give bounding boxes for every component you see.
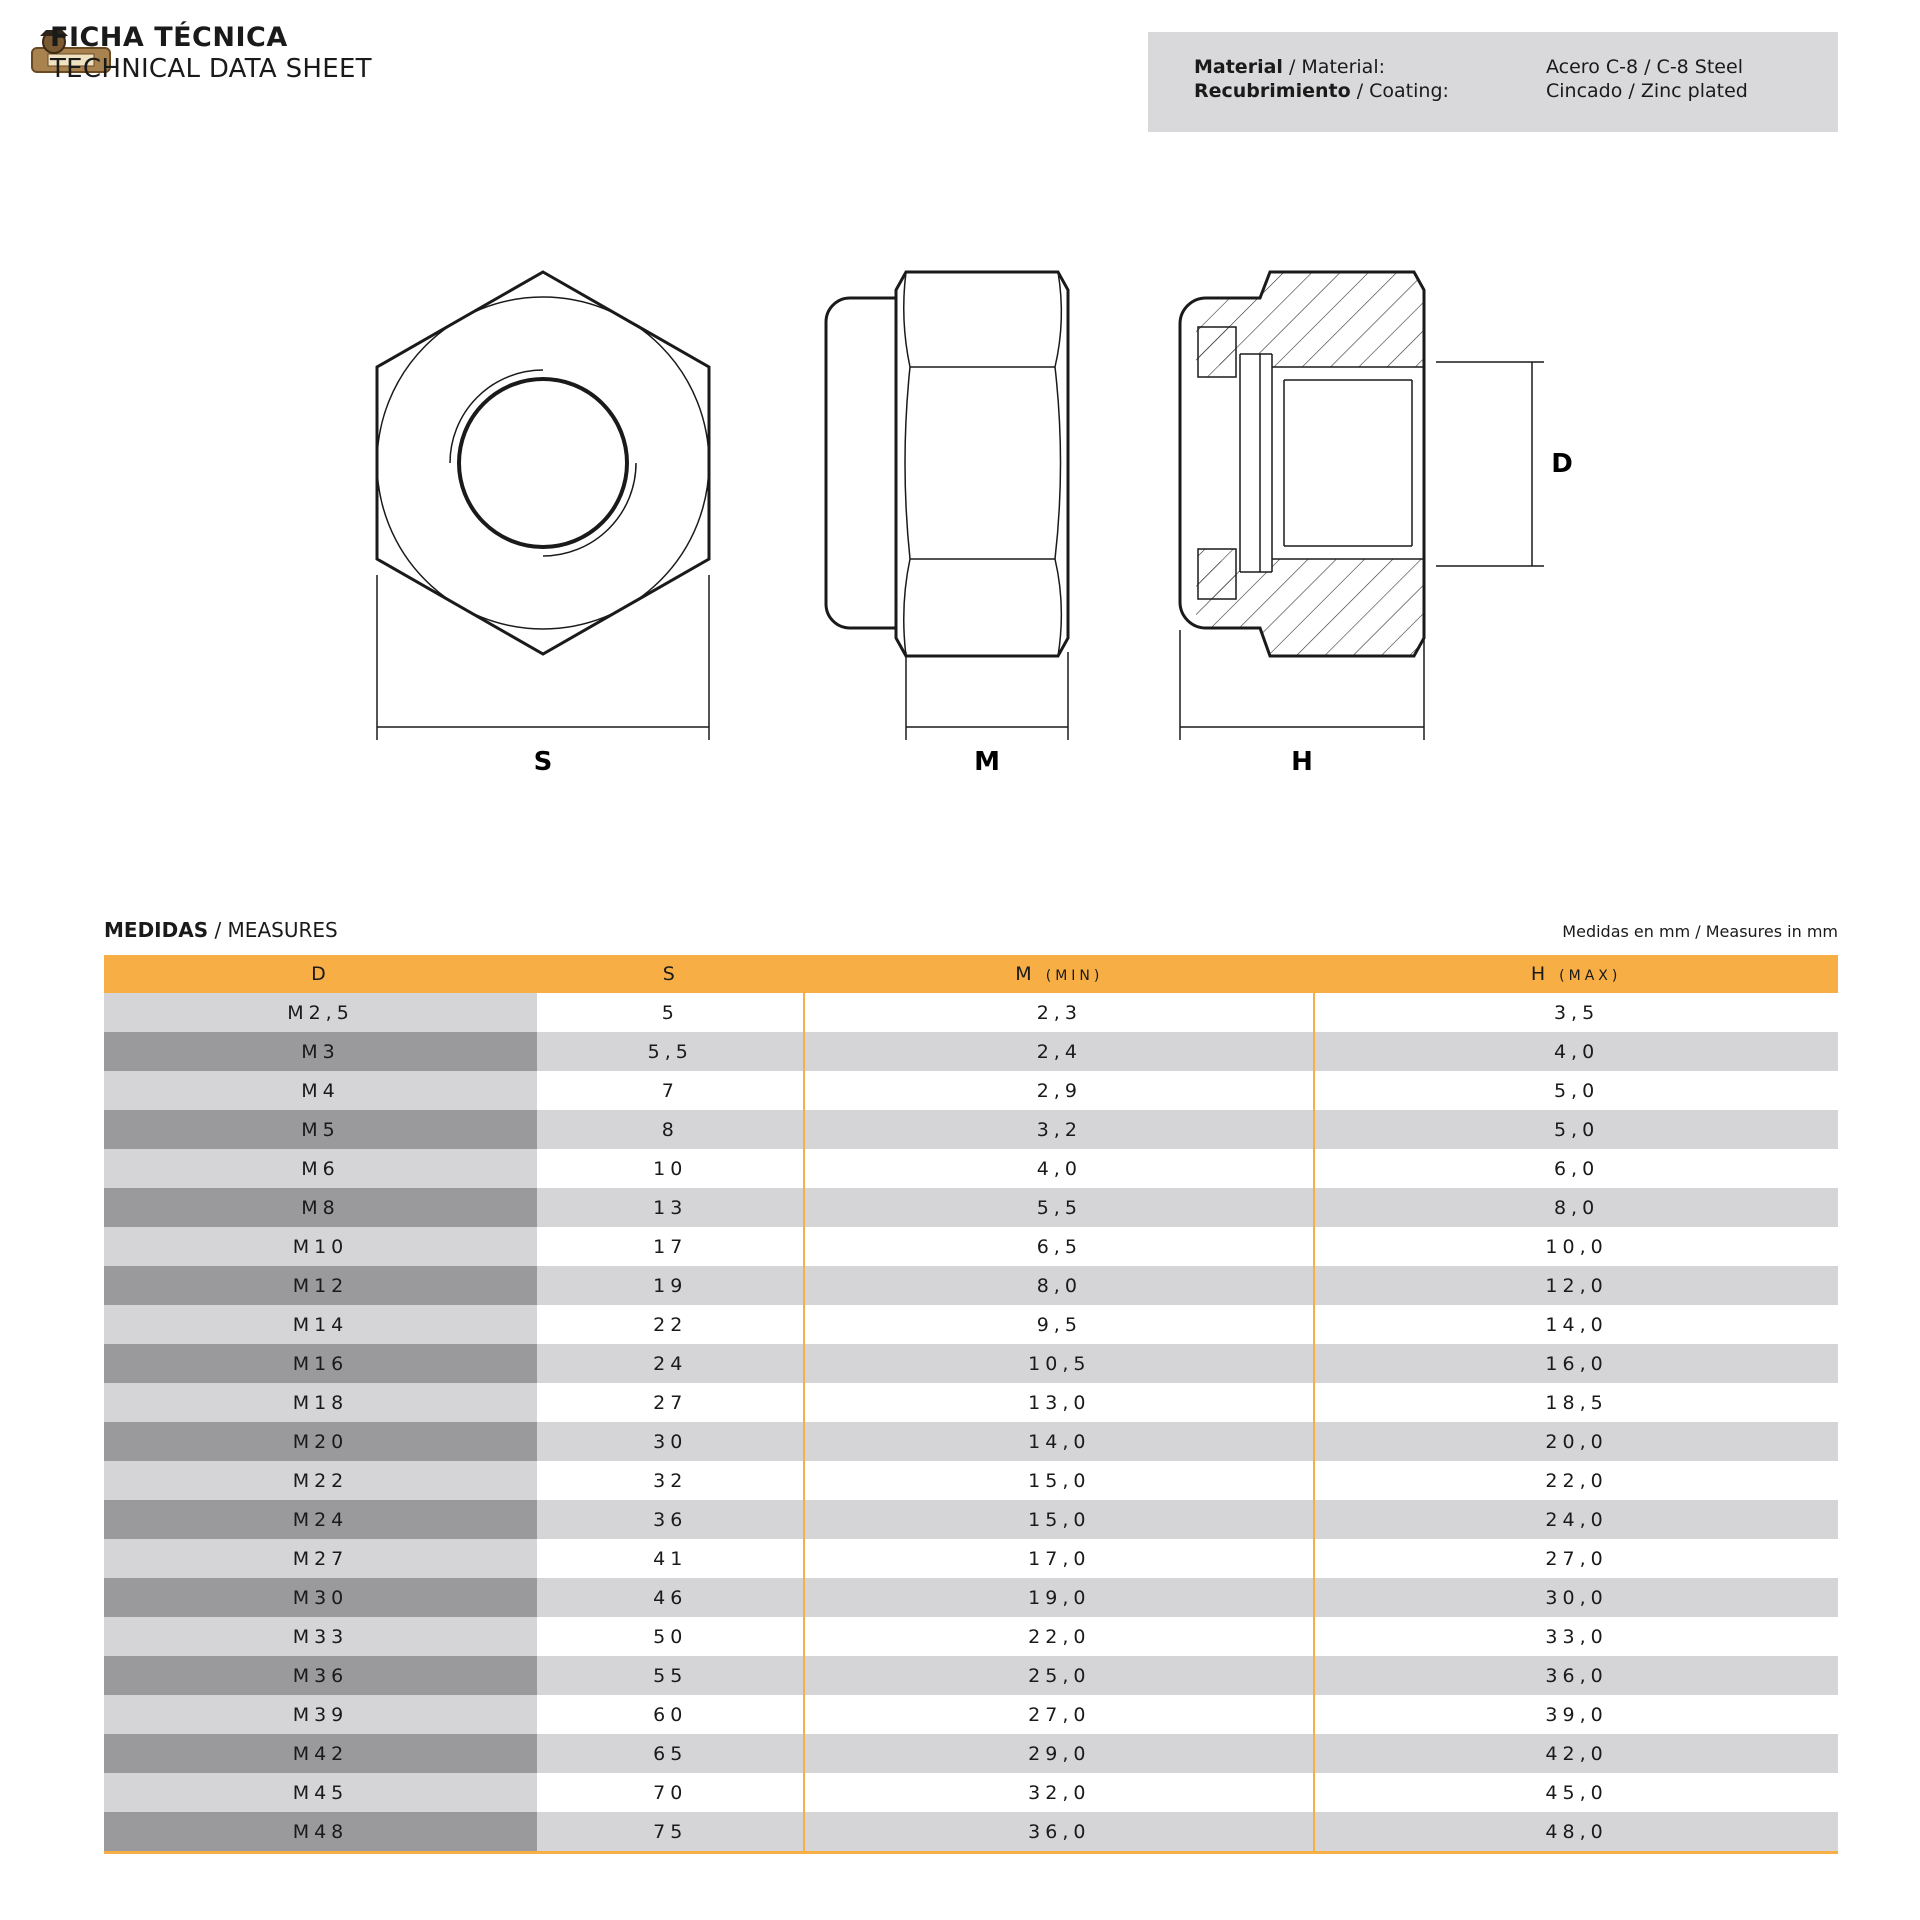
table-cell: 17,0 xyxy=(804,1539,1314,1578)
table-cell: 15,0 xyxy=(804,1461,1314,1500)
table-cell: 5 xyxy=(537,993,804,1032)
table-cell: M42 xyxy=(104,1734,537,1773)
material-label: Material / Material: xyxy=(1194,56,1385,78)
table-cell: 16,0 xyxy=(1314,1344,1838,1383)
table-cell: 22,0 xyxy=(1314,1461,1838,1500)
table-cell: 17 xyxy=(537,1227,804,1266)
table-row xyxy=(104,1812,1838,1853)
table-cell: 46 xyxy=(537,1578,804,1617)
table-cell: 75 xyxy=(537,1812,804,1853)
table-cell: M48 xyxy=(104,1812,537,1853)
table-cell: 65 xyxy=(537,1734,804,1773)
table-row xyxy=(104,1656,1838,1695)
column-header-2 xyxy=(804,955,1314,993)
table-cell: 22,0 xyxy=(804,1617,1314,1656)
table-row xyxy=(104,1110,1838,1149)
table-cell: 6,5 xyxy=(804,1227,1314,1266)
title-spanish: FICHA TÉCNICA xyxy=(50,22,288,53)
table-row xyxy=(104,1344,1838,1383)
table-cell: 2,9 xyxy=(804,1071,1314,1110)
table-cell: 2,4 xyxy=(804,1032,1314,1071)
table-cell: 27 xyxy=(537,1383,804,1422)
measures-title-en: MEASURES xyxy=(227,918,338,942)
front-view-hex-nut xyxy=(377,272,709,740)
table-cell: M24 xyxy=(104,1500,537,1539)
table-cell: M16 xyxy=(104,1344,537,1383)
table-body xyxy=(104,993,1838,1853)
table-cell: 8,0 xyxy=(804,1266,1314,1305)
table-cell: 2,3 xyxy=(804,993,1314,1032)
coating-label-es: Recubrimiento xyxy=(1194,80,1351,102)
dimension-label-d: D xyxy=(1551,449,1573,479)
dimension-label-s: S xyxy=(533,747,553,777)
coating-label-en: Coating: xyxy=(1369,80,1449,102)
table-cell: 10,0 xyxy=(1314,1227,1838,1266)
table-row xyxy=(104,1734,1838,1773)
title-english: TECHNICAL DATA SHEET xyxy=(50,54,372,84)
table-cell: 30,0 xyxy=(1314,1578,1838,1617)
table-cell: 27,0 xyxy=(804,1695,1314,1734)
table-cell: M3 xyxy=(104,1032,537,1071)
table-cell: 30 xyxy=(537,1422,804,1461)
table-cell: 5,5 xyxy=(804,1188,1314,1227)
table-cell: M20 xyxy=(104,1422,537,1461)
table-cell: 33,0 xyxy=(1314,1617,1838,1656)
table-cell: M22 xyxy=(104,1461,537,1500)
table-cell: 4,0 xyxy=(1314,1032,1838,1071)
table-cell: 12,0 xyxy=(1314,1266,1838,1305)
table-row xyxy=(104,1422,1838,1461)
table-row xyxy=(104,1149,1838,1188)
material-label-es: Material xyxy=(1194,56,1283,78)
column-header-sub: (MAX) xyxy=(1559,968,1622,984)
table-cell: 5,0 xyxy=(1314,1110,1838,1149)
table-cell: M45 xyxy=(104,1773,537,1812)
table-header-row xyxy=(104,955,1838,993)
table-cell: 13,0 xyxy=(804,1383,1314,1422)
material-label-en: Material: xyxy=(1301,56,1385,78)
table-cell: 32 xyxy=(537,1461,804,1500)
table-cell: 10 xyxy=(537,1149,804,1188)
table-cell: 5,0 xyxy=(1314,1071,1838,1110)
table-cell: 42,0 xyxy=(1314,1734,1838,1773)
table-cell: 18,5 xyxy=(1314,1383,1838,1422)
column-header-1 xyxy=(537,955,804,993)
table-row xyxy=(104,1773,1838,1812)
column-header-main: S xyxy=(662,963,679,985)
table-cell: 45,0 xyxy=(1314,1773,1838,1812)
table-cell: 41 xyxy=(537,1539,804,1578)
table-cell: 32,0 xyxy=(804,1773,1314,1812)
table-row xyxy=(104,1695,1838,1734)
table-row xyxy=(104,1266,1838,1305)
table-cell: 13 xyxy=(537,1188,804,1227)
table-cell: M14 xyxy=(104,1305,537,1344)
column-header-main: M xyxy=(1015,963,1036,985)
table-row xyxy=(104,1461,1838,1500)
table-cell: M5 xyxy=(104,1110,537,1149)
table-cell: 8 xyxy=(537,1110,804,1149)
column-header-0 xyxy=(104,955,537,993)
table-cell: 15,0 xyxy=(804,1500,1314,1539)
table-cell: M18 xyxy=(104,1383,537,1422)
table-cell: 36,0 xyxy=(1314,1656,1838,1695)
table-cell: 36,0 xyxy=(804,1812,1314,1853)
dimension-label-m: M xyxy=(974,747,1000,777)
measures-title: MEDIDAS / MEASURES xyxy=(104,918,338,942)
table-cell: 39,0 xyxy=(1314,1695,1838,1734)
column-header-main: H xyxy=(1530,963,1550,985)
table-cell: 24 xyxy=(537,1344,804,1383)
table-cell: M39 xyxy=(104,1695,537,1734)
table-row xyxy=(104,1383,1838,1422)
table-cell: M10 xyxy=(104,1227,537,1266)
table-cell: M30 xyxy=(104,1578,537,1617)
table-row xyxy=(104,1227,1838,1266)
table-cell: 22 xyxy=(537,1305,804,1344)
table-row xyxy=(104,1305,1838,1344)
measures-units-note: Medidas en mm / Measures in mm xyxy=(1562,922,1838,941)
table-cell: 55 xyxy=(537,1656,804,1695)
measures-table xyxy=(104,955,1838,1854)
table-cell: 4,0 xyxy=(804,1149,1314,1188)
table-cell: 24,0 xyxy=(1314,1500,1838,1539)
nut-technical-drawing xyxy=(0,0,1920,800)
dimension-label-h: H xyxy=(1291,747,1313,777)
side-view-nut xyxy=(826,272,1068,740)
table-cell: M4 xyxy=(104,1071,537,1110)
table-row xyxy=(104,1617,1838,1656)
table-row xyxy=(104,1071,1838,1110)
table-cell: 3,5 xyxy=(1314,993,1838,1032)
table-cell: M12 xyxy=(104,1266,537,1305)
table-cell: 60 xyxy=(537,1695,804,1734)
measures-title-es: MEDIDAS xyxy=(104,918,209,942)
table-row xyxy=(104,1032,1838,1071)
table-cell: 14,0 xyxy=(804,1422,1314,1461)
column-header-3 xyxy=(1314,955,1838,993)
table-cell: 7 xyxy=(537,1071,804,1110)
coating-value: Cincado / Zinc plated xyxy=(1546,80,1748,102)
table-cell: 25,0 xyxy=(804,1656,1314,1695)
table-cell: M33 xyxy=(104,1617,537,1656)
table-cell: 3,2 xyxy=(804,1110,1314,1149)
table-cell: M2,5 xyxy=(104,993,537,1032)
table-cell: 20,0 xyxy=(1314,1422,1838,1461)
column-header-sub: (MIN) xyxy=(1045,968,1104,984)
column-header-main: D xyxy=(311,963,330,985)
table-row xyxy=(104,1578,1838,1617)
table-row xyxy=(104,1500,1838,1539)
table-cell: 10,5 xyxy=(804,1344,1314,1383)
table-cell: 48,0 xyxy=(1314,1812,1838,1853)
table-cell: M8 xyxy=(104,1188,537,1227)
coating-label: Recubrimiento / Coating: xyxy=(1194,80,1449,102)
table-cell: M27 xyxy=(104,1539,537,1578)
section-view-nut xyxy=(1180,272,1544,740)
table-cell: 50 xyxy=(537,1617,804,1656)
table-cell: 19 xyxy=(537,1266,804,1305)
table-cell: 9,5 xyxy=(804,1305,1314,1344)
table-cell: 70 xyxy=(537,1773,804,1812)
table-cell: 29,0 xyxy=(804,1734,1314,1773)
table-row xyxy=(104,993,1838,1032)
table-cell: 14,0 xyxy=(1314,1305,1838,1344)
table-cell: M36 xyxy=(104,1656,537,1695)
table-cell: 36 xyxy=(537,1500,804,1539)
table-row xyxy=(104,1539,1838,1578)
table-row xyxy=(104,1188,1838,1227)
material-value: Acero C-8 / C-8 Steel xyxy=(1546,56,1743,78)
table-cell: 19,0 xyxy=(804,1578,1314,1617)
table-cell: 5,5 xyxy=(537,1032,804,1071)
table-cell: 27,0 xyxy=(1314,1539,1838,1578)
table-cell: 8,0 xyxy=(1314,1188,1838,1227)
table-cell: M6 xyxy=(104,1149,537,1188)
table-cell: 6,0 xyxy=(1314,1149,1838,1188)
